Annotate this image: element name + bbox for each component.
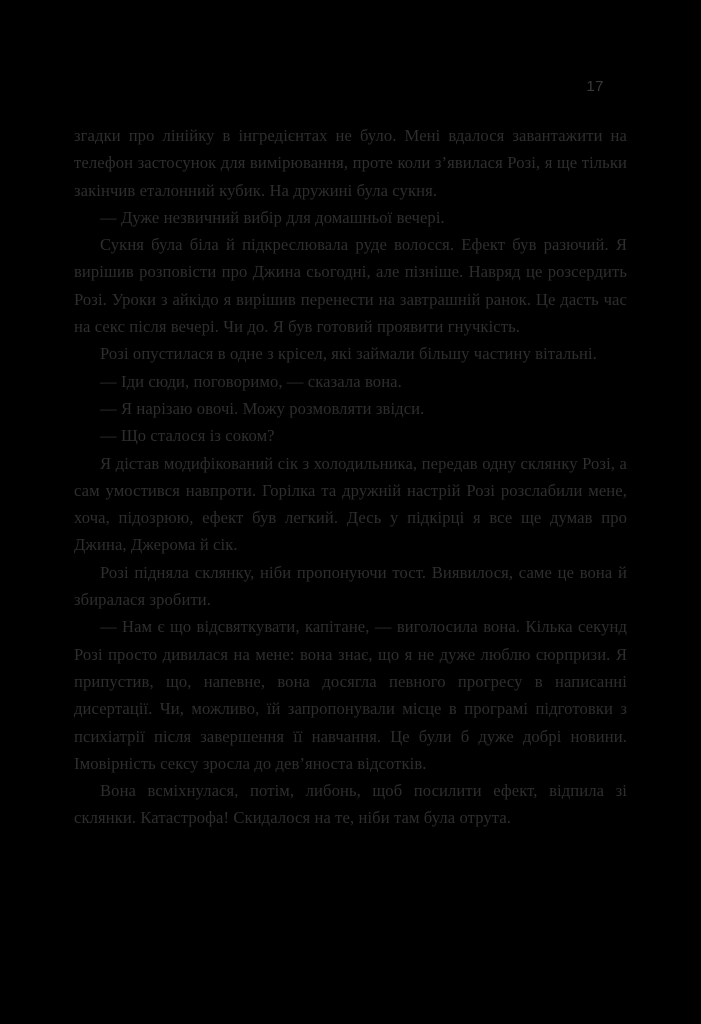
paragraph: Розі опустилася в одне з крісел, які займали більшу частину вітальні.	[100, 344, 597, 364]
paragraph: Я дістав модифікований сік з холодильника, передав одну склянку Розі, а сам умостився навпроти. Горілка та дружній настрій Розі розслабили мене, хоча, підозрюю, ефект був легкий. Десь у підкірці я все ще думав про Джина, Джерома й сік.	[74, 453, 627, 555]
paragraph: — Що сталося із соком?	[100, 426, 275, 446]
paragraph: — Я нарізаю овочі. Можу розмовляти звідси.	[100, 398, 425, 418]
page-body-text	[74, 122, 627, 832]
paragraph: Сукня була біла й підкреслювала руде волосся. Ефект був разючий. Я вирішив розповісти про Джина сьогодні, але пізніше. Навряд це розсердить Розі. Уроки з айкідо я вирішив перенести на завтрашній ранок. Це дасть час на секс після вечері. Чи до. Я був готовий проявити гнучкість.	[74, 235, 627, 337]
paragraph: згадки про лінійку в інгредієнтах не було. Мені вдалося завантажити на телефон застосунок для вимірювання, проте коли з’явилася Розі, я ще тільки закінчив еталонний кубик. На дружині була сукня.	[74, 126, 627, 200]
page-number: 17	[586, 78, 604, 95]
paragraph: — Нам є що відсвяткувати, капітане, — виголосила вона. Кілька секунд Розі просто дивилася на мене: вона знає, що я не дуже люблю сюрпризи. Я припустив, що, напевне, вона досягла певного прогресу в написанні дисертації. Чи, можливо, їй запропонували місце в програмі підготовки з психіатрії після завершення її навчання. Це були б дуже добрі новини. Імовірність сексу зросла до дев’яноста відсотків.	[74, 617, 627, 773]
paragraph: — Іди сюди, поговоримо, — сказала вона.	[100, 371, 402, 391]
paragraph: — Дуже незвичний вибір для домашньої вечері.	[100, 207, 445, 227]
paragraph: Розі підняла склянку, ніби пропонуючи тост. Виявилося, саме це вона й збиралася зробити.	[74, 562, 627, 610]
paragraph: Вона всміхнулася, потім, либонь, щоб посилити ефект, відпила зі склянки. Катастрофа! Скидалося на те, ніби там була отрута.	[74, 781, 627, 828]
